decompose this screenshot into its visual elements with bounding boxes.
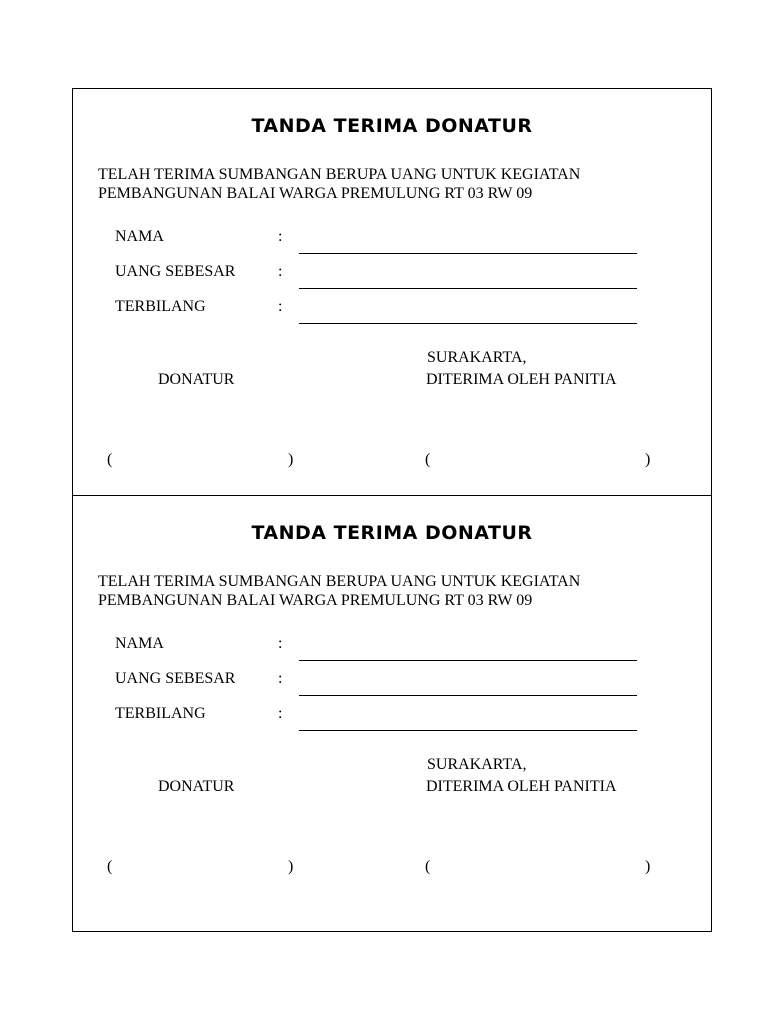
donor-label: DONATUR: [158, 371, 235, 388]
place-label: SURAKARTA,: [427, 756, 527, 773]
terbilang-fill-line[interactable]: [299, 730, 637, 731]
receipt-title: TANDA TERIMA DONATUR: [251, 115, 533, 137]
receipt-card-2: [73, 496, 711, 902]
receipt-sheet: [72, 88, 712, 932]
statement-line-1: TELAH TERIMA SUMBANGAN BERUPA UANG UNTUK KEGIATAN: [98, 573, 581, 590]
committee-label: DITERIMA OLEH PANITIA: [426, 371, 617, 388]
committee-label: DITERIMA OLEH PANITIA: [426, 778, 617, 795]
nama-fill-line[interactable]: [299, 660, 637, 661]
place-label: SURAKARTA,: [427, 349, 527, 366]
donor-signature-open: (: [107, 858, 113, 875]
donor-signature-open: (: [107, 451, 113, 468]
field-label-terbilang: TERBILANG: [115, 705, 206, 722]
field-label-uang-sebesar: UANG SEBESAR: [115, 263, 236, 280]
field-label-nama: NAMA: [115, 228, 164, 245]
statement-line-1: TELAH TERIMA SUMBANGAN BERUPA UANG UNTUK KEGIATAN: [98, 166, 581, 183]
field-label-nama: NAMA: [115, 635, 164, 652]
committee-signature-open: (: [425, 858, 431, 875]
donor-label: DONATUR: [158, 778, 235, 795]
field-colon: :: [278, 705, 283, 722]
committee-signature-close: ): [645, 451, 651, 468]
field-label-terbilang: TERBILANG: [115, 298, 206, 315]
statement-line-2: PEMBANGUNAN BALAI WARGA PREMULUNG RT 03 RW 09: [98, 592, 533, 609]
uang-sebesar-fill-line[interactable]: [299, 695, 637, 696]
committee-signature-close: ): [645, 858, 651, 875]
field-colon: :: [278, 263, 283, 280]
committee-signature-open: (: [425, 451, 431, 468]
receipt-statement: [98, 165, 580, 203]
field-colon: :: [278, 228, 283, 245]
donor-signature-close: ): [288, 451, 294, 468]
field-colon: :: [278, 635, 283, 652]
terbilang-fill-line[interactable]: [299, 323, 637, 324]
receipt-card-1: [73, 89, 711, 495]
field-colon: :: [278, 670, 283, 687]
donor-signature-close: ): [288, 858, 294, 875]
field-label-uang-sebesar: UANG SEBESAR: [115, 670, 236, 687]
receipt-statement: [98, 572, 580, 610]
statement-line-2: PEMBANGUNAN BALAI WARGA PREMULUNG RT 03 RW 09: [98, 185, 533, 202]
receipt-title: TANDA TERIMA DONATUR: [251, 522, 533, 544]
uang-sebesar-fill-line[interactable]: [299, 288, 637, 289]
nama-fill-line[interactable]: [299, 253, 637, 254]
field-colon: :: [278, 298, 283, 315]
